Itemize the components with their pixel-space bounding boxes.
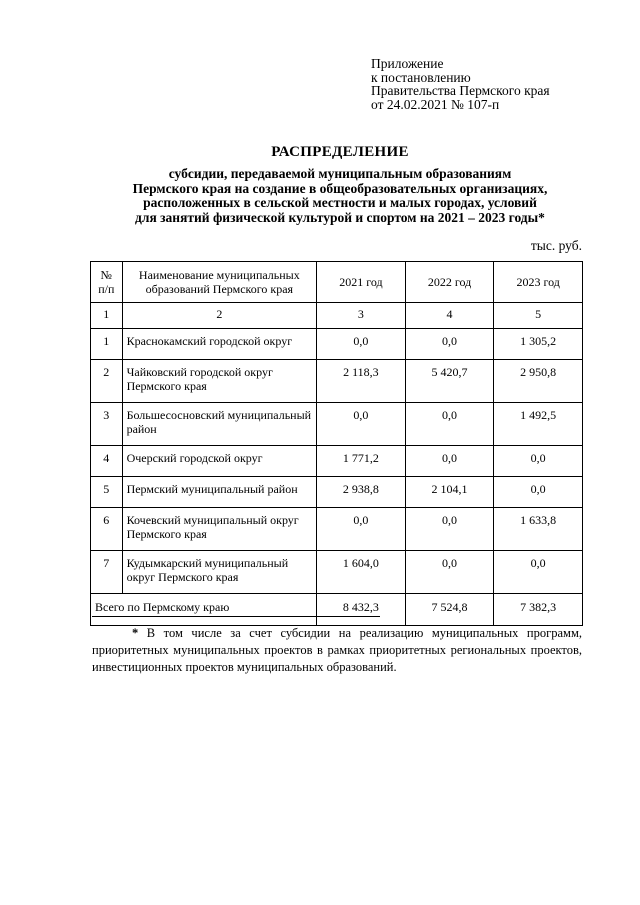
total-2021: 8 432,3 (317, 594, 406, 626)
row-2023: 1 492,5 (494, 403, 583, 446)
row-name: Краснокамский городской округ (122, 329, 317, 360)
row-2023: 0,0 (494, 477, 583, 508)
row-2023: 0,0 (494, 446, 583, 477)
document-title: РАСПРЕДЕЛЕНИЕ (271, 144, 409, 160)
row-2021: 2 938,8 (317, 477, 406, 508)
subtitle-line: для занятий физической культурой и спортом на 2021 – 2023 годы* (135, 209, 545, 225)
approval-line: Правительства Пермского края (371, 83, 550, 98)
header-2021: 2021 год (317, 262, 406, 303)
table-row (91, 508, 583, 551)
row-no: 6 (91, 508, 123, 551)
row-2022: 2 104,1 (405, 477, 494, 508)
row-2023: 1 633,8 (494, 508, 583, 551)
footnote (92, 625, 582, 676)
row-no: 3 (91, 403, 123, 446)
total-2023: 7 382,3 (494, 594, 583, 626)
table-row (91, 551, 583, 594)
table-row (91, 329, 583, 360)
row-name: Очерский городской округ (122, 446, 317, 477)
row-no: 5 (91, 477, 123, 508)
row-name: Кочевский муниципальный округ Пермского края (122, 508, 317, 551)
table-row (91, 360, 583, 403)
column-number: 5 (494, 303, 583, 329)
row-2021: 1 604,0 (317, 551, 406, 594)
footnote-divider (92, 616, 380, 617)
column-number-row (91, 303, 583, 329)
approval-line: к постановлению (371, 69, 471, 85)
row-2022: 0,0 (405, 446, 494, 477)
header-no: № п/п (91, 262, 123, 303)
row-2022: 0,0 (405, 403, 494, 446)
subtitle-line: расположенных в сельской местности и малых городах, условий (143, 195, 537, 210)
row-2022: 0,0 (405, 508, 494, 551)
column-number: 1 (91, 303, 123, 329)
row-2021: 0,0 (317, 508, 406, 551)
row-name: Чайковский городской округ Пермского края (122, 360, 317, 403)
row-no: 4 (91, 446, 123, 477)
row-2021: 0,0 (317, 329, 406, 360)
row-2022: 0,0 (405, 551, 494, 594)
header-2023: 2023 год (494, 262, 583, 303)
footnote-marker: * (132, 626, 139, 640)
column-number: 4 (405, 303, 494, 329)
distribution-table (90, 261, 583, 626)
table-row (91, 477, 583, 508)
row-2021: 2 118,3 (317, 360, 406, 403)
table-total-row (91, 594, 583, 626)
subtitle-line: Пермского края на создание в общеобразовательных организациях, (132, 180, 548, 196)
row-name: Пермский муниципальный район (122, 477, 317, 508)
column-number: 3 (317, 303, 406, 329)
row-2021: 0,0 (317, 403, 406, 446)
row-name: Кудымкарский муниципальный округ Пермского края (122, 551, 317, 594)
subtitle-line: субсидии, передаваемой муниципальным образованиям (168, 166, 512, 181)
row-2022: 0,0 (405, 329, 494, 360)
approval-block (371, 57, 550, 111)
row-name: Большесосновский муниципальный район (122, 403, 317, 446)
approval-line: от 24.02.2021 № 107-п (371, 96, 500, 112)
row-no: 1 (91, 329, 123, 360)
row-2023: 0,0 (494, 551, 583, 594)
table-header-row (91, 262, 583, 303)
header-2022: 2022 год (405, 262, 494, 303)
footnote-text: В том числе за счет субсидии на реализацию муниципальных программ, приоритетных муниципальных проектов в рамках приоритетных региональных проектов, инвестиционных проектов муниципальных образований. (92, 626, 582, 674)
total-label: Всего по Пермскому краю (91, 594, 317, 626)
row-no: 7 (91, 551, 123, 594)
column-number: 2 (122, 303, 317, 329)
row-2022: 5 420,7 (405, 360, 494, 403)
header-name: Наименование муниципальных образований Пермского края (122, 262, 317, 303)
row-2021: 1 771,2 (317, 446, 406, 477)
row-no: 2 (91, 360, 123, 403)
table-row (91, 446, 583, 477)
row-2023: 1 305,2 (494, 329, 583, 360)
units-label: тыс. руб. (530, 238, 582, 253)
document-subtitle (50, 167, 630, 225)
total-2022: 7 524,8 (405, 594, 494, 626)
approval-line: Приложение (371, 56, 444, 71)
row-2023: 2 950,8 (494, 360, 583, 403)
table-row (91, 403, 583, 446)
